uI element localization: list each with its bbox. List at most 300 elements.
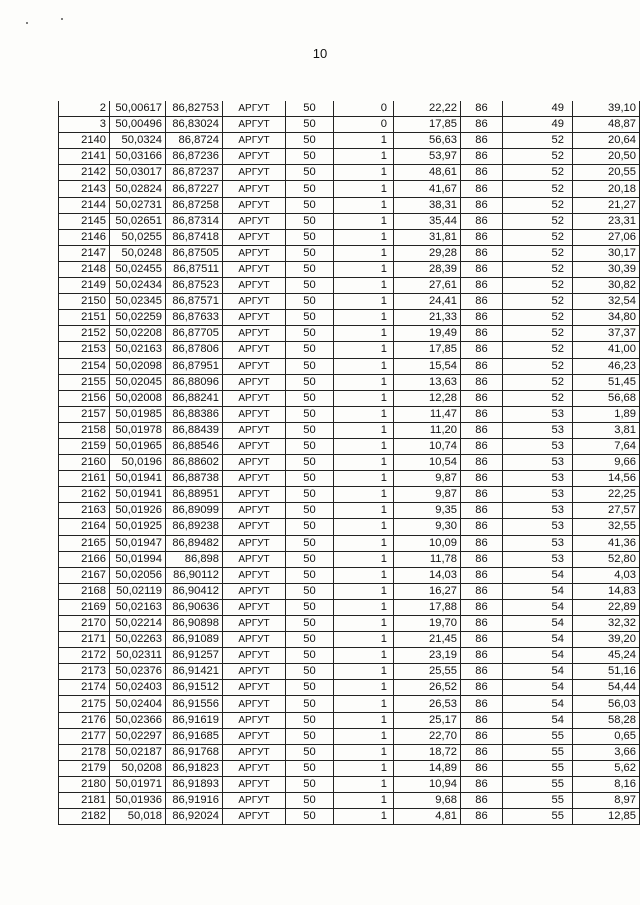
- table-cell: 56,68: [573, 390, 640, 406]
- table-cell: 0: [334, 117, 394, 133]
- table-cell: 86: [461, 776, 503, 792]
- table-cell: АРГУТ: [223, 519, 286, 535]
- table-row: [59, 760, 640, 776]
- table-cell: 53: [503, 519, 573, 535]
- table-cell: 23,31: [573, 213, 640, 229]
- table-cell: 54,44: [573, 680, 640, 696]
- table-cell: 55: [503, 744, 573, 760]
- table-cell: 1: [334, 406, 394, 422]
- table-cell: АРГУТ: [223, 374, 286, 390]
- table-cell: 54: [503, 664, 573, 680]
- table-cell: 50: [286, 455, 334, 471]
- table-cell: 10,94: [394, 776, 461, 792]
- table-cell: 1: [334, 809, 394, 825]
- table-cell: 51,16: [573, 664, 640, 680]
- table-cell: 1: [334, 197, 394, 213]
- table-cell: 86: [461, 648, 503, 664]
- table-cell: 1: [334, 793, 394, 809]
- table-cell: 86: [461, 101, 503, 117]
- table-cell: 50: [286, 519, 334, 535]
- table-row: [59, 712, 640, 728]
- table-cell: 55: [503, 809, 573, 825]
- table-cell: 41,67: [394, 181, 461, 197]
- table-cell: 86: [461, 326, 503, 342]
- table-cell: 45,24: [573, 648, 640, 664]
- table-cell: 1: [334, 133, 394, 149]
- table-cell: 1: [334, 326, 394, 342]
- table-cell: 50: [286, 278, 334, 294]
- table-cell: 1: [334, 583, 394, 599]
- table-cell: 50,02056: [110, 567, 166, 583]
- table-cell: 2160: [59, 455, 110, 471]
- table-cell: 86: [461, 744, 503, 760]
- table-cell: 1: [334, 632, 394, 648]
- table-cell: 1: [334, 567, 394, 583]
- table-cell: 2146: [59, 229, 110, 245]
- table-cell: 20,55: [573, 165, 640, 181]
- table-cell: 86: [461, 229, 503, 245]
- table-cell: 4,03: [573, 567, 640, 583]
- table-cell: 86: [461, 310, 503, 326]
- table-cell: 50,02404: [110, 696, 166, 712]
- table-cell: 2175: [59, 696, 110, 712]
- table-cell: 86,91556: [166, 696, 223, 712]
- table-row: [59, 535, 640, 551]
- table-cell: 38,31: [394, 197, 461, 213]
- table-cell: 32,55: [573, 519, 640, 535]
- table-cell: 50: [286, 165, 334, 181]
- table-row: [59, 229, 640, 245]
- table-cell: АРГУТ: [223, 455, 286, 471]
- table-cell: 53: [503, 455, 573, 471]
- table-cell: АРГУТ: [223, 632, 286, 648]
- table-cell: 86: [461, 551, 503, 567]
- table-cell: АРГУТ: [223, 101, 286, 117]
- table-cell: АРГУТ: [223, 197, 286, 213]
- table-cell: 50,0255: [110, 229, 166, 245]
- table-cell: 9,66: [573, 455, 640, 471]
- table-cell: АРГУТ: [223, 294, 286, 310]
- table-cell: 52: [503, 374, 573, 390]
- table-row: [59, 632, 640, 648]
- table-cell: 86,91512: [166, 680, 223, 696]
- table-cell: 86,87227: [166, 181, 223, 197]
- table-row: [59, 422, 640, 438]
- table-cell: 15,54: [394, 358, 461, 374]
- table-cell: АРГУТ: [223, 793, 286, 809]
- table-cell: 50,02163: [110, 342, 166, 358]
- table-cell: 2163: [59, 503, 110, 519]
- table-cell: 30,39: [573, 261, 640, 277]
- table-cell: 50: [286, 358, 334, 374]
- table-cell: 39,10: [573, 101, 640, 117]
- table-cell: 86,89238: [166, 519, 223, 535]
- table-cell: 50,02455: [110, 261, 166, 277]
- table-row: [59, 310, 640, 326]
- table-cell: 86: [461, 680, 503, 696]
- table-cell: 2168: [59, 583, 110, 599]
- table-cell: 50,03017: [110, 165, 166, 181]
- table-cell: 50,02163: [110, 599, 166, 615]
- table-cell: 86,87806: [166, 342, 223, 358]
- table-cell: 20,18: [573, 181, 640, 197]
- table-cell: 1: [334, 471, 394, 487]
- table-cell: 0: [334, 101, 394, 117]
- table-cell: 50: [286, 133, 334, 149]
- table-cell: 86,87236: [166, 149, 223, 165]
- table-cell: 1: [334, 294, 394, 310]
- table-cell: 54: [503, 616, 573, 632]
- table-cell: 20,50: [573, 149, 640, 165]
- table-cell: 52: [503, 229, 573, 245]
- table-cell: 86,87258: [166, 197, 223, 213]
- table-cell: 53: [503, 551, 573, 567]
- table-cell: 50,02045: [110, 374, 166, 390]
- table-cell: 52,80: [573, 551, 640, 567]
- table-cell: 52: [503, 390, 573, 406]
- table-cell: 0,65: [573, 728, 640, 744]
- table-row: [59, 149, 640, 165]
- table-cell: 25,17: [394, 712, 461, 728]
- table-cell: 50,02651: [110, 213, 166, 229]
- table-cell: 50: [286, 567, 334, 583]
- table-cell: 56,03: [573, 696, 640, 712]
- table-cell: 50: [286, 229, 334, 245]
- table-cell: 11,78: [394, 551, 461, 567]
- table-cell: 2173: [59, 664, 110, 680]
- table-cell: 50,02311: [110, 648, 166, 664]
- table-cell: 86: [461, 117, 503, 133]
- table-cell: 5,62: [573, 760, 640, 776]
- table-cell: 2157: [59, 406, 110, 422]
- table-cell: 86,91089: [166, 632, 223, 648]
- table-cell: 9,87: [394, 471, 461, 487]
- table-cell: АРГУТ: [223, 648, 286, 664]
- table-cell: 2155: [59, 374, 110, 390]
- table-cell: 1: [334, 648, 394, 664]
- table-cell: 2144: [59, 197, 110, 213]
- table-row: [59, 294, 640, 310]
- table-cell: 86: [461, 261, 503, 277]
- table-cell: 86: [461, 712, 503, 728]
- table-row: [59, 809, 640, 825]
- table-cell: 54: [503, 680, 573, 696]
- table-cell: АРГУТ: [223, 133, 286, 149]
- table-cell: 50,01985: [110, 406, 166, 422]
- table-cell: 9,68: [394, 793, 461, 809]
- table-cell: 50: [286, 809, 334, 825]
- table-cell: АРГУТ: [223, 728, 286, 744]
- table-row: [59, 438, 640, 454]
- table-cell: 2171: [59, 632, 110, 648]
- table-cell: 86,83024: [166, 117, 223, 133]
- table-cell: 50,01926: [110, 503, 166, 519]
- table-cell: 86,8724: [166, 133, 223, 149]
- table-row: [59, 728, 640, 744]
- table-cell: 2179: [59, 760, 110, 776]
- table-cell: 50,02098: [110, 358, 166, 374]
- table-cell: 55: [503, 760, 573, 776]
- table-cell: 29,28: [394, 245, 461, 261]
- table-cell: АРГУТ: [223, 213, 286, 229]
- table-row: [59, 326, 640, 342]
- table-cell: 55: [503, 793, 573, 809]
- table-cell: 50: [286, 760, 334, 776]
- table-cell: 1: [334, 503, 394, 519]
- table-cell: 86,87951: [166, 358, 223, 374]
- table-cell: 11,47: [394, 406, 461, 422]
- table-cell: 50: [286, 696, 334, 712]
- table-cell: 86,91685: [166, 728, 223, 744]
- table-cell: 55: [503, 776, 573, 792]
- table-cell: 46,23: [573, 358, 640, 374]
- table-cell: АРГУТ: [223, 567, 286, 583]
- table-cell: 86,87571: [166, 294, 223, 310]
- table-cell: 30,82: [573, 278, 640, 294]
- table-cell: 86,91768: [166, 744, 223, 760]
- table-cell: 1: [334, 696, 394, 712]
- table-cell: 52: [503, 294, 573, 310]
- table-cell: 86,87511: [166, 261, 223, 277]
- table-cell: 2167: [59, 567, 110, 583]
- table-cell: 50: [286, 583, 334, 599]
- table-cell: 1: [334, 728, 394, 744]
- table-cell: 2152: [59, 326, 110, 342]
- table-cell: 53: [503, 535, 573, 551]
- table-cell: 17,88: [394, 599, 461, 615]
- table-cell: 86,90636: [166, 599, 223, 615]
- table-cell: 52: [503, 342, 573, 358]
- table-cell: 86,91916: [166, 793, 223, 809]
- table-cell: 39,20: [573, 632, 640, 648]
- table-cell: 53,97: [394, 149, 461, 165]
- table-cell: 54: [503, 648, 573, 664]
- table-cell: 1: [334, 760, 394, 776]
- table-cell: 86,87237: [166, 165, 223, 181]
- table-cell: 54: [503, 583, 573, 599]
- table-cell: 86: [461, 149, 503, 165]
- table-cell: 35,44: [394, 213, 461, 229]
- table-row: [59, 503, 640, 519]
- table-row: [59, 744, 640, 760]
- table-cell: 1: [334, 278, 394, 294]
- table-cell: 50,02263: [110, 632, 166, 648]
- table-cell: 27,06: [573, 229, 640, 245]
- table-cell: 2: [59, 101, 110, 117]
- table-cell: 52: [503, 310, 573, 326]
- table-cell: 52: [503, 213, 573, 229]
- table-cell: 2140: [59, 133, 110, 149]
- table-cell: 2169: [59, 599, 110, 615]
- table-cell: 2142: [59, 165, 110, 181]
- table-cell: 2145: [59, 213, 110, 229]
- table-cell: 86,88241: [166, 390, 223, 406]
- table-cell: АРГУТ: [223, 599, 286, 615]
- table-cell: 50,01971: [110, 776, 166, 792]
- table-cell: 50,01994: [110, 551, 166, 567]
- table-cell: 50: [286, 793, 334, 809]
- table-row: [59, 165, 640, 181]
- table-cell: 28,39: [394, 261, 461, 277]
- table-cell: 86: [461, 696, 503, 712]
- table-cell: 86,88386: [166, 406, 223, 422]
- table-row: [59, 519, 640, 535]
- table-cell: 49: [503, 117, 573, 133]
- table-cell: 1: [334, 519, 394, 535]
- table-cell: 19,70: [394, 616, 461, 632]
- table-cell: 2172: [59, 648, 110, 664]
- table-cell: 50,00496: [110, 117, 166, 133]
- table-cell: 86: [461, 294, 503, 310]
- table-cell: 41,36: [573, 535, 640, 551]
- table-cell: 18,72: [394, 744, 461, 760]
- table-cell: АРГУТ: [223, 760, 286, 776]
- table-cell: 86,898: [166, 551, 223, 567]
- table-cell: 86,91619: [166, 712, 223, 728]
- table-cell: 2170: [59, 616, 110, 632]
- table-cell: 2180: [59, 776, 110, 792]
- table-cell: 86,88738: [166, 471, 223, 487]
- table-cell: 50: [286, 117, 334, 133]
- table-cell: 50: [286, 149, 334, 165]
- table-cell: 50: [286, 101, 334, 117]
- table-cell: 58,28: [573, 712, 640, 728]
- coordinates-table: [58, 101, 640, 825]
- table-cell: 52: [503, 326, 573, 342]
- table-cell: 86,90112: [166, 567, 223, 583]
- table-row: [59, 390, 640, 406]
- table-row: [59, 599, 640, 615]
- table-cell: 2161: [59, 471, 110, 487]
- table-cell: 11,20: [394, 422, 461, 438]
- table-cell: 25,55: [394, 664, 461, 680]
- table-cell: 50,02731: [110, 197, 166, 213]
- table-cell: АРГУТ: [223, 390, 286, 406]
- table-cell: 50,02119: [110, 583, 166, 599]
- table-cell: 50,01936: [110, 793, 166, 809]
- table-cell: АРГУТ: [223, 535, 286, 551]
- table-cell: 50: [286, 551, 334, 567]
- table-cell: 86: [461, 181, 503, 197]
- table-cell: 2159: [59, 438, 110, 454]
- table-cell: 2151: [59, 310, 110, 326]
- table-cell: 7,64: [573, 438, 640, 454]
- table-cell: 50,018: [110, 809, 166, 825]
- table-cell: 9,87: [394, 487, 461, 503]
- table-cell: 1: [334, 664, 394, 680]
- table-cell: 20,64: [573, 133, 640, 149]
- table-cell: АРГУТ: [223, 165, 286, 181]
- table-row: [59, 278, 640, 294]
- table-cell: 30,17: [573, 245, 640, 261]
- table-cell: АРГУТ: [223, 245, 286, 261]
- table-cell: 50: [286, 294, 334, 310]
- table-cell: 86,87523: [166, 278, 223, 294]
- table-cell: 52: [503, 133, 573, 149]
- table-cell: 23,19: [394, 648, 461, 664]
- table-cell: 27,57: [573, 503, 640, 519]
- table-cell: 86,91421: [166, 664, 223, 680]
- table-cell: 9,35: [394, 503, 461, 519]
- table-cell: 1,89: [573, 406, 640, 422]
- table-cell: 2176: [59, 712, 110, 728]
- table-row: [59, 487, 640, 503]
- table-cell: 1: [334, 712, 394, 728]
- table-cell: 50,0248: [110, 245, 166, 261]
- table-cell: 50: [286, 438, 334, 454]
- table-cell: 1: [334, 229, 394, 245]
- table-cell: 51,45: [573, 374, 640, 390]
- table-row: [59, 245, 640, 261]
- table-cell: 2150: [59, 294, 110, 310]
- table-cell: 86,87314: [166, 213, 223, 229]
- table-cell: 86,89099: [166, 503, 223, 519]
- table-cell: 50: [286, 776, 334, 792]
- table-cell: 1: [334, 310, 394, 326]
- table-cell: 10,54: [394, 455, 461, 471]
- table-cell: 26,52: [394, 680, 461, 696]
- table-cell: АРГУТ: [223, 438, 286, 454]
- table-cell: 55: [503, 728, 573, 744]
- page-number: 10: [312, 46, 328, 61]
- table-cell: 86: [461, 793, 503, 809]
- table-row: [59, 181, 640, 197]
- table-cell: 50,03166: [110, 149, 166, 165]
- table-cell: 52: [503, 149, 573, 165]
- table-cell: 2147: [59, 245, 110, 261]
- table-cell: 1: [334, 455, 394, 471]
- table-cell: 34,80: [573, 310, 640, 326]
- table-cell: 1: [334, 776, 394, 792]
- table-cell: АРГУТ: [223, 149, 286, 165]
- table-cell: 86,87633: [166, 310, 223, 326]
- table-cell: 86: [461, 471, 503, 487]
- table-cell: АРГУТ: [223, 261, 286, 277]
- table-cell: 86: [461, 760, 503, 776]
- table-cell: 1: [334, 599, 394, 615]
- table-cell: 50: [286, 342, 334, 358]
- table-cell: 2165: [59, 535, 110, 551]
- table-cell: 50: [286, 744, 334, 760]
- table-cell: 14,89: [394, 760, 461, 776]
- table-cell: 2156: [59, 390, 110, 406]
- table-cell: 86,91893: [166, 776, 223, 792]
- table-cell: АРГУТ: [223, 422, 286, 438]
- table-cell: 53: [503, 438, 573, 454]
- table-cell: 50: [286, 197, 334, 213]
- table-cell: АРГУТ: [223, 712, 286, 728]
- table-cell: 2174: [59, 680, 110, 696]
- table-cell: 54: [503, 696, 573, 712]
- table-cell: 86,88546: [166, 438, 223, 454]
- table-cell: АРГУТ: [223, 181, 286, 197]
- table-cell: 52: [503, 165, 573, 181]
- table-cell: АРГУТ: [223, 616, 286, 632]
- table-cell: 86: [461, 519, 503, 535]
- table-cell: 86,88096: [166, 374, 223, 390]
- table-cell: АРГУТ: [223, 696, 286, 712]
- table-cell: 50,02403: [110, 680, 166, 696]
- table-cell: 50: [286, 310, 334, 326]
- table-cell: АРГУТ: [223, 229, 286, 245]
- table-cell: АРГУТ: [223, 487, 286, 503]
- table-row: [59, 648, 640, 664]
- table-cell: 50: [286, 503, 334, 519]
- table-cell: 49: [503, 101, 573, 117]
- table-cell: 50: [286, 261, 334, 277]
- table-cell: 50: [286, 406, 334, 422]
- table-cell: АРГУТ: [223, 310, 286, 326]
